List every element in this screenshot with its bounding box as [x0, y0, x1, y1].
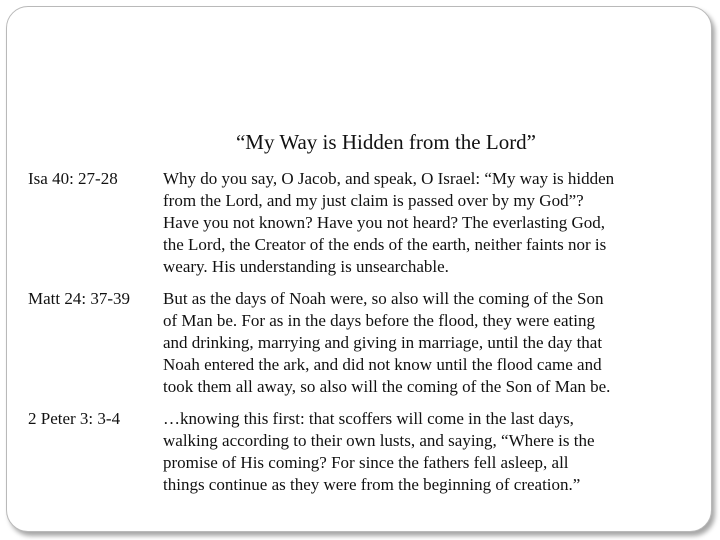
verse-line: the Lord, the Creator of the ends of the earth, neither faints nor is [163, 235, 607, 254]
verse-line: weary. His understanding is unsearchable. [163, 257, 449, 276]
verse-line: Why do you say, O Jacob, and speak, O Israel: “My way is hidden [163, 169, 615, 188]
passage-reference-isaiah: Isa 40: 27-28 [28, 169, 118, 188]
passage-text-isaiah [163, 168, 703, 278]
verse-line: …knowing this first: that scoffers will come in the last days, [163, 409, 574, 428]
verse-line: and drinking, marrying and giving in marriage, until the day that [163, 333, 603, 352]
verse-line: of Man be. For as in the days before the flood, they were eating [163, 311, 595, 330]
verse-line: things continue as they were from the beginning of creation.” [163, 475, 581, 494]
passage-text-peter [163, 408, 703, 496]
verse-line: promise of His coming? For since the fathers fell asleep, all [163, 453, 569, 472]
passage-reference-matthew: Matt 24: 37-39 [28, 289, 130, 308]
slide-title: “My Way is Hidden from the Lord” [235, 130, 537, 154]
verse-line: took them all away, so also will the coming of the Son of Man be. [163, 377, 611, 396]
passage-text-matthew [163, 288, 703, 398]
verse-line: from the Lord, and my just claim is passed over by my God”? [163, 191, 584, 210]
verse-line: Have you not known? Have you not heard? The everlasting God, [163, 213, 606, 232]
verse-line: Noah entered the ark, and did not know until the flood came and [163, 355, 602, 374]
verse-line: But as the days of Noah were, so also will the coming of the Son [163, 289, 604, 308]
verse-line: walking according to their own lusts, and saying, “Where is the [163, 431, 595, 450]
passage-reference-peter: 2 Peter 3: 3-4 [28, 409, 121, 428]
